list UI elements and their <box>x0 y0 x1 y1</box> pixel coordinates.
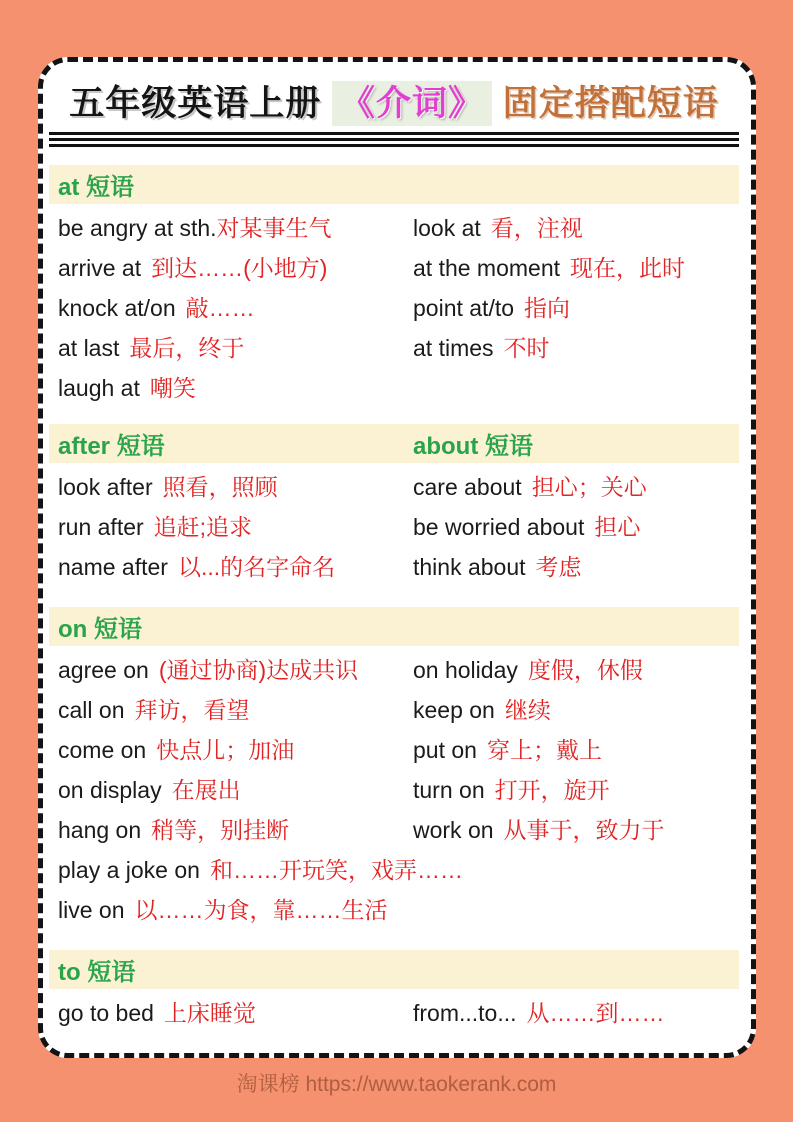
phrase-row <box>49 648 739 688</box>
phrase-cell <box>58 210 413 243</box>
phrase-chinese: 考虑 <box>535 553 582 580</box>
phrase-row <box>49 768 739 808</box>
phrase-chinese: 不时 <box>503 334 550 361</box>
phrase-chinese: 快点儿；加油 <box>156 736 295 763</box>
phrase-english: at last <box>58 334 120 361</box>
phrase-list <box>49 991 739 1031</box>
phrase-cell <box>58 772 413 805</box>
phrase-english: come on <box>58 736 147 763</box>
phrase-chinese: 现在，此时 <box>570 254 686 281</box>
phrase-chinese: 指向 <box>524 294 571 321</box>
phrase-english: think about <box>413 553 526 580</box>
phrase-cell <box>413 652 739 685</box>
title-suffix-text: 固定搭配短语 <box>502 84 719 123</box>
phrase-cell <box>58 732 413 765</box>
phrase-cell <box>413 812 739 845</box>
title-grade-text: 五年级英语上册 <box>69 84 322 123</box>
phrase-cell <box>413 995 739 1028</box>
phrase-chinese: 打开，旋开 <box>494 776 610 803</box>
phrase-row <box>49 728 739 768</box>
phrase-chinese: 敲…… <box>185 294 255 321</box>
phrase-english: point at/to <box>413 294 515 321</box>
phrase-cell <box>413 692 739 725</box>
phrase-english: be angry at sth. <box>58 214 217 241</box>
section-on <box>49 607 739 928</box>
section-at <box>49 165 739 406</box>
phrase-cell <box>58 652 413 685</box>
phrase-chinese: 对某事生气 <box>216 214 332 241</box>
phrase-chinese: 稍等，别挂断 <box>151 816 290 843</box>
phrase-chinese: 度假，休假 <box>527 656 643 683</box>
phrase-cell <box>58 852 739 885</box>
phrase-english: live on <box>58 896 125 923</box>
phrase-cell <box>58 290 413 323</box>
phrase-chinese: 嘲笑 <box>149 374 196 401</box>
phrase-row <box>49 366 739 406</box>
phrase-english: care about <box>413 473 522 500</box>
phrase-cell <box>413 210 739 243</box>
phrase-english: laugh at <box>58 374 140 401</box>
phrase-chinese: 从事于，致力于 <box>503 816 665 843</box>
phrase-cell <box>413 549 739 582</box>
phrase-chinese: 穿上；戴上 <box>486 736 602 763</box>
phrase-english: on display <box>58 776 162 803</box>
worksheet-card <box>38 57 756 1058</box>
section-to <box>49 950 739 1031</box>
title-divider <box>49 132 739 147</box>
phrase-row <box>49 991 739 1031</box>
section-after-about <box>49 424 739 585</box>
phrase-chinese: (通过协商)达成共识 <box>158 656 359 683</box>
phrase-cell <box>413 250 739 283</box>
phrase-list <box>49 206 739 406</box>
section-title: on 短语 <box>58 616 142 643</box>
phrase-cell <box>58 370 413 403</box>
phrase-cell <box>58 812 413 845</box>
phrase-english: name after <box>58 553 168 580</box>
section-title: to 短语 <box>58 959 136 986</box>
phrase-cell <box>413 469 739 502</box>
phrase-english: go to bed <box>58 999 154 1026</box>
phrase-cell <box>413 772 739 805</box>
section-header-after-about <box>49 424 739 463</box>
phrase-cell <box>413 732 739 765</box>
phrase-english: keep on <box>413 696 495 723</box>
phrase-english: call on <box>58 696 125 723</box>
phrase-english: hang on <box>58 816 142 843</box>
phrase-chinese: 上床睡觉 <box>163 999 256 1026</box>
phrase-row <box>49 688 739 728</box>
phrase-cell <box>58 892 739 925</box>
phrase-english: look at <box>413 214 481 241</box>
phrase-cell <box>58 250 413 283</box>
phrase-cell <box>58 995 413 1028</box>
watermark-footer: 淘课榜 https://www.taokerank.com <box>236 1073 557 1096</box>
phrase-row <box>49 465 739 505</box>
phrase-row <box>49 326 739 366</box>
phrase-cell <box>58 330 413 363</box>
section-title: after 短语 <box>58 433 165 460</box>
phrase-row <box>49 545 739 585</box>
phrase-cell <box>413 290 739 323</box>
phrase-row <box>49 505 739 545</box>
phrase-chinese: 照看，照顾 <box>162 473 278 500</box>
phrase-chinese: 从……到…… <box>526 999 665 1026</box>
phrase-english: knock at/on <box>58 294 176 321</box>
phrase-english: put on <box>413 736 477 763</box>
phrase-english: at the moment <box>413 254 561 281</box>
phrase-chinese: 继续 <box>504 696 551 723</box>
phrase-row <box>49 888 739 928</box>
phrase-chinese: 和……开玩笑，戏弄…… <box>209 856 463 883</box>
phrase-chinese: 以……为食，靠……生活 <box>134 896 388 923</box>
phrase-chinese: 看，注视 <box>490 214 583 241</box>
phrase-chinese: 到达……(小地方) <box>151 254 328 281</box>
phrase-cell <box>413 509 739 542</box>
phrase-chinese: 以...的名字命名 <box>177 553 336 580</box>
phrase-english: at times <box>413 334 494 361</box>
phrase-chinese: 担心；关心 <box>531 473 647 500</box>
phrase-english: turn on <box>413 776 485 803</box>
title-topic-highlight: 《介词》 <box>332 81 492 126</box>
phrase-row <box>49 286 739 326</box>
phrase-list <box>49 648 739 928</box>
phrase-english: agree on <box>58 656 149 683</box>
phrase-row <box>49 848 739 888</box>
phrase-chinese: 最后，终于 <box>129 334 245 361</box>
phrase-cell <box>58 509 413 542</box>
phrase-english: play a joke on <box>58 856 200 883</box>
section-title-right: about 短语 <box>413 433 533 460</box>
phrase-chinese: 担心 <box>594 513 641 540</box>
section-title: at 短语 <box>58 174 135 201</box>
phrase-english: work on <box>413 816 494 843</box>
page-title <box>49 82 739 126</box>
phrase-english: on holiday <box>413 656 518 683</box>
phrase-chinese: 追赶;追求 <box>153 513 253 540</box>
section-header-to <box>49 950 739 989</box>
phrase-list <box>49 465 739 585</box>
phrase-cell <box>58 469 413 502</box>
phrase-row <box>49 808 739 848</box>
phrase-row <box>49 206 739 246</box>
phrase-chinese: 拜访，看望 <box>134 696 250 723</box>
phrase-cell <box>58 549 413 582</box>
phrase-english: arrive at <box>58 254 142 281</box>
phrase-cell <box>413 373 739 400</box>
phrase-english: look after <box>58 473 153 500</box>
phrase-english: run after <box>58 513 144 540</box>
section-header-at <box>49 165 739 204</box>
phrase-row <box>49 246 739 286</box>
phrase-english: be worried about <box>413 513 585 540</box>
phrase-cell <box>58 692 413 725</box>
phrase-english: from...to... <box>413 999 517 1026</box>
phrase-cell <box>413 330 739 363</box>
section-header-on <box>49 607 739 646</box>
phrase-chinese: 在展出 <box>171 776 241 803</box>
